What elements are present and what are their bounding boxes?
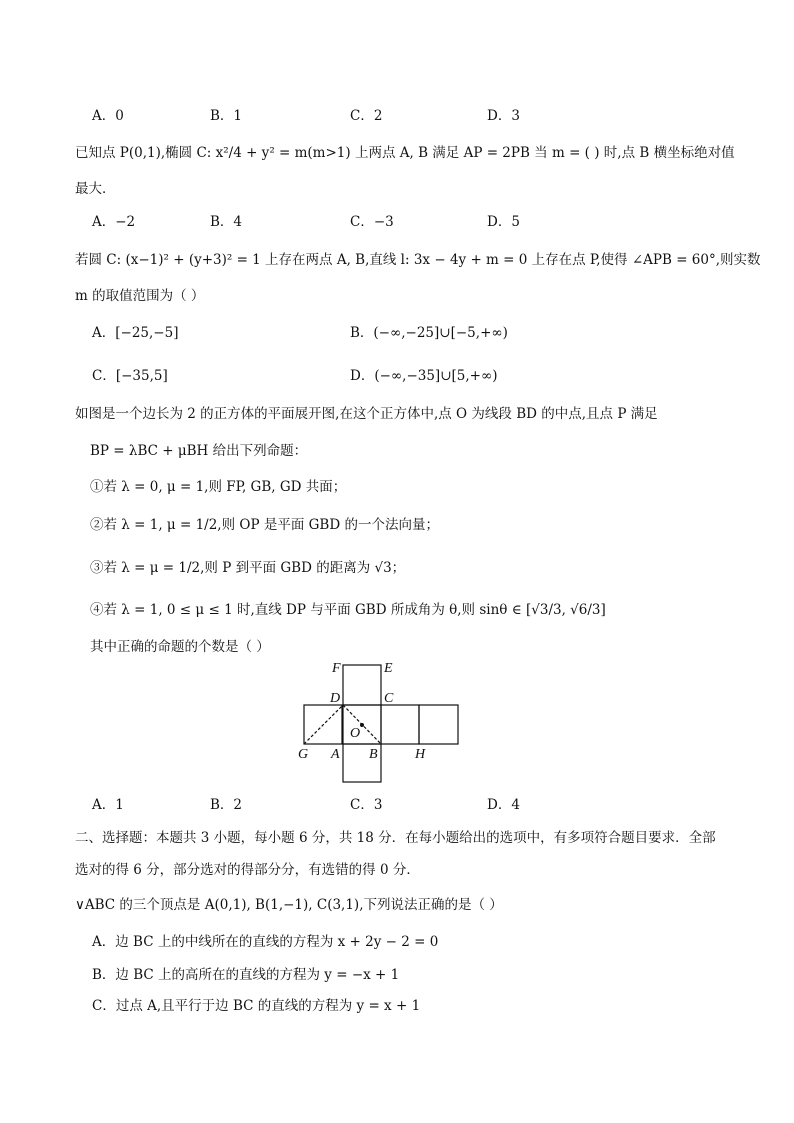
label-g: G [298,747,309,762]
q8-option-d: D．4 [487,797,520,813]
net-face-far-right [419,705,458,744]
label-h: H [415,747,426,762]
label-f: F [332,661,341,676]
q8-item-4: ④若 λ = 1, 0 ≤ μ ≤ 1 时,直线 DP 与平面 GBD 所成角为 θ,则 sinθ ∈ [√3/3, √6/3] [90,602,606,618]
q8-line2: BP = λBC + μBH 给出下列命题： [90,443,308,459]
q8-item-2: ②若 λ = 1, μ = 1/2,则 OP 是平面 GBD 的一个法向量； [90,517,439,533]
q6-line1: 已知点 P(0,1),椭圆 C: x²/4 + y² = m(m>1) 上两点 A, B 满足 AP = 2PB 当 m = ( ) 时,点 B 横坐标绝对值 [75,145,735,161]
q9-option-c: C．过点 A,且平行于边 BC 的直线的方程为 y = x + 1 [92,998,421,1014]
q7-option-a: A．[−25,−5] [92,325,179,341]
q5-option-a: A．0 [92,108,124,124]
q8-line1: 如图是一个边长为 2 的正方体的平面展开图,在这个正方体中,点 O 为线段 BD 的中点,且点 P 满足 [75,406,658,422]
label-d: D [330,691,341,706]
point-o [360,723,364,727]
q6-option-c: C．−3 [350,214,394,230]
q6-option-a: A．−2 [92,214,136,230]
cube-net-figure [290,655,470,790]
label-e: E [384,661,393,676]
q7-option-d: D．(−∞,−35]∪[5,+∞) [350,368,498,384]
q7-option-c: C．[−35,5] [92,368,168,384]
q9-option-b: B．边 BC 上的高所在的直线的方程为 y = −x + 1 [92,967,400,983]
label-b: B [369,747,378,762]
q9-stem: ∨ABC 的三个顶点是 A(0,1), B(1,−1), C(3,1),下列说法正确的是（ ） [75,897,503,913]
q8-option-a: A．1 [92,797,124,813]
q6-option-b: B．4 [210,214,243,230]
q9-option-a: A．边 BC 上的中线所在的直线的方程为 x + 2y − 2 = 0 [92,934,439,950]
label-o: O [350,726,361,741]
q5-option-d: D．3 [487,108,520,124]
section-2-line1: 二、选择题：本题共 3 小题，每小题 6 分，共 18 分．在每小题给出的选项中，有多项符合题目要求．全部 [75,830,716,846]
q6-line2: 最大． [75,181,116,197]
section-2-line2: 选对的得 6 分，部分选对的得部分分，有选错的得 0 分． [75,862,420,878]
q7-line2: m 的取值范围为（ ） [75,288,205,304]
dashed-line-gd [304,705,343,744]
q7-option-b: B．(−∞,−25]∪[−5,+∞) [350,325,508,341]
q6-option-d: D．5 [487,214,520,230]
q8-option-b: B．2 [210,797,243,813]
q8-item-1: ①若 λ = 0, μ = 1,则 FP, GB, GD 共面； [90,479,347,495]
q5-option-c: C．2 [350,108,383,124]
q7-line1: 若圆 C: (x−1)² + (y+3)² = 1 上存在两点 A, B,直线 l: 3x − 4y + m = 0 上存在点 P,使得 ∠APB = 60°,则实数 [75,252,761,268]
label-a: A [331,747,340,762]
net-face-top [343,665,381,705]
q8-item-3: ③若 λ = μ = 1/2,则 P 到平面 GBD 的距离为 √3； [90,560,406,576]
q5-option-b: B．1 [210,108,243,124]
net-face-right [381,705,419,744]
q8-question: 其中正确的命题的个数是（ ） [90,639,270,655]
label-c: C [384,691,394,706]
q8-option-c: C．3 [350,797,383,813]
